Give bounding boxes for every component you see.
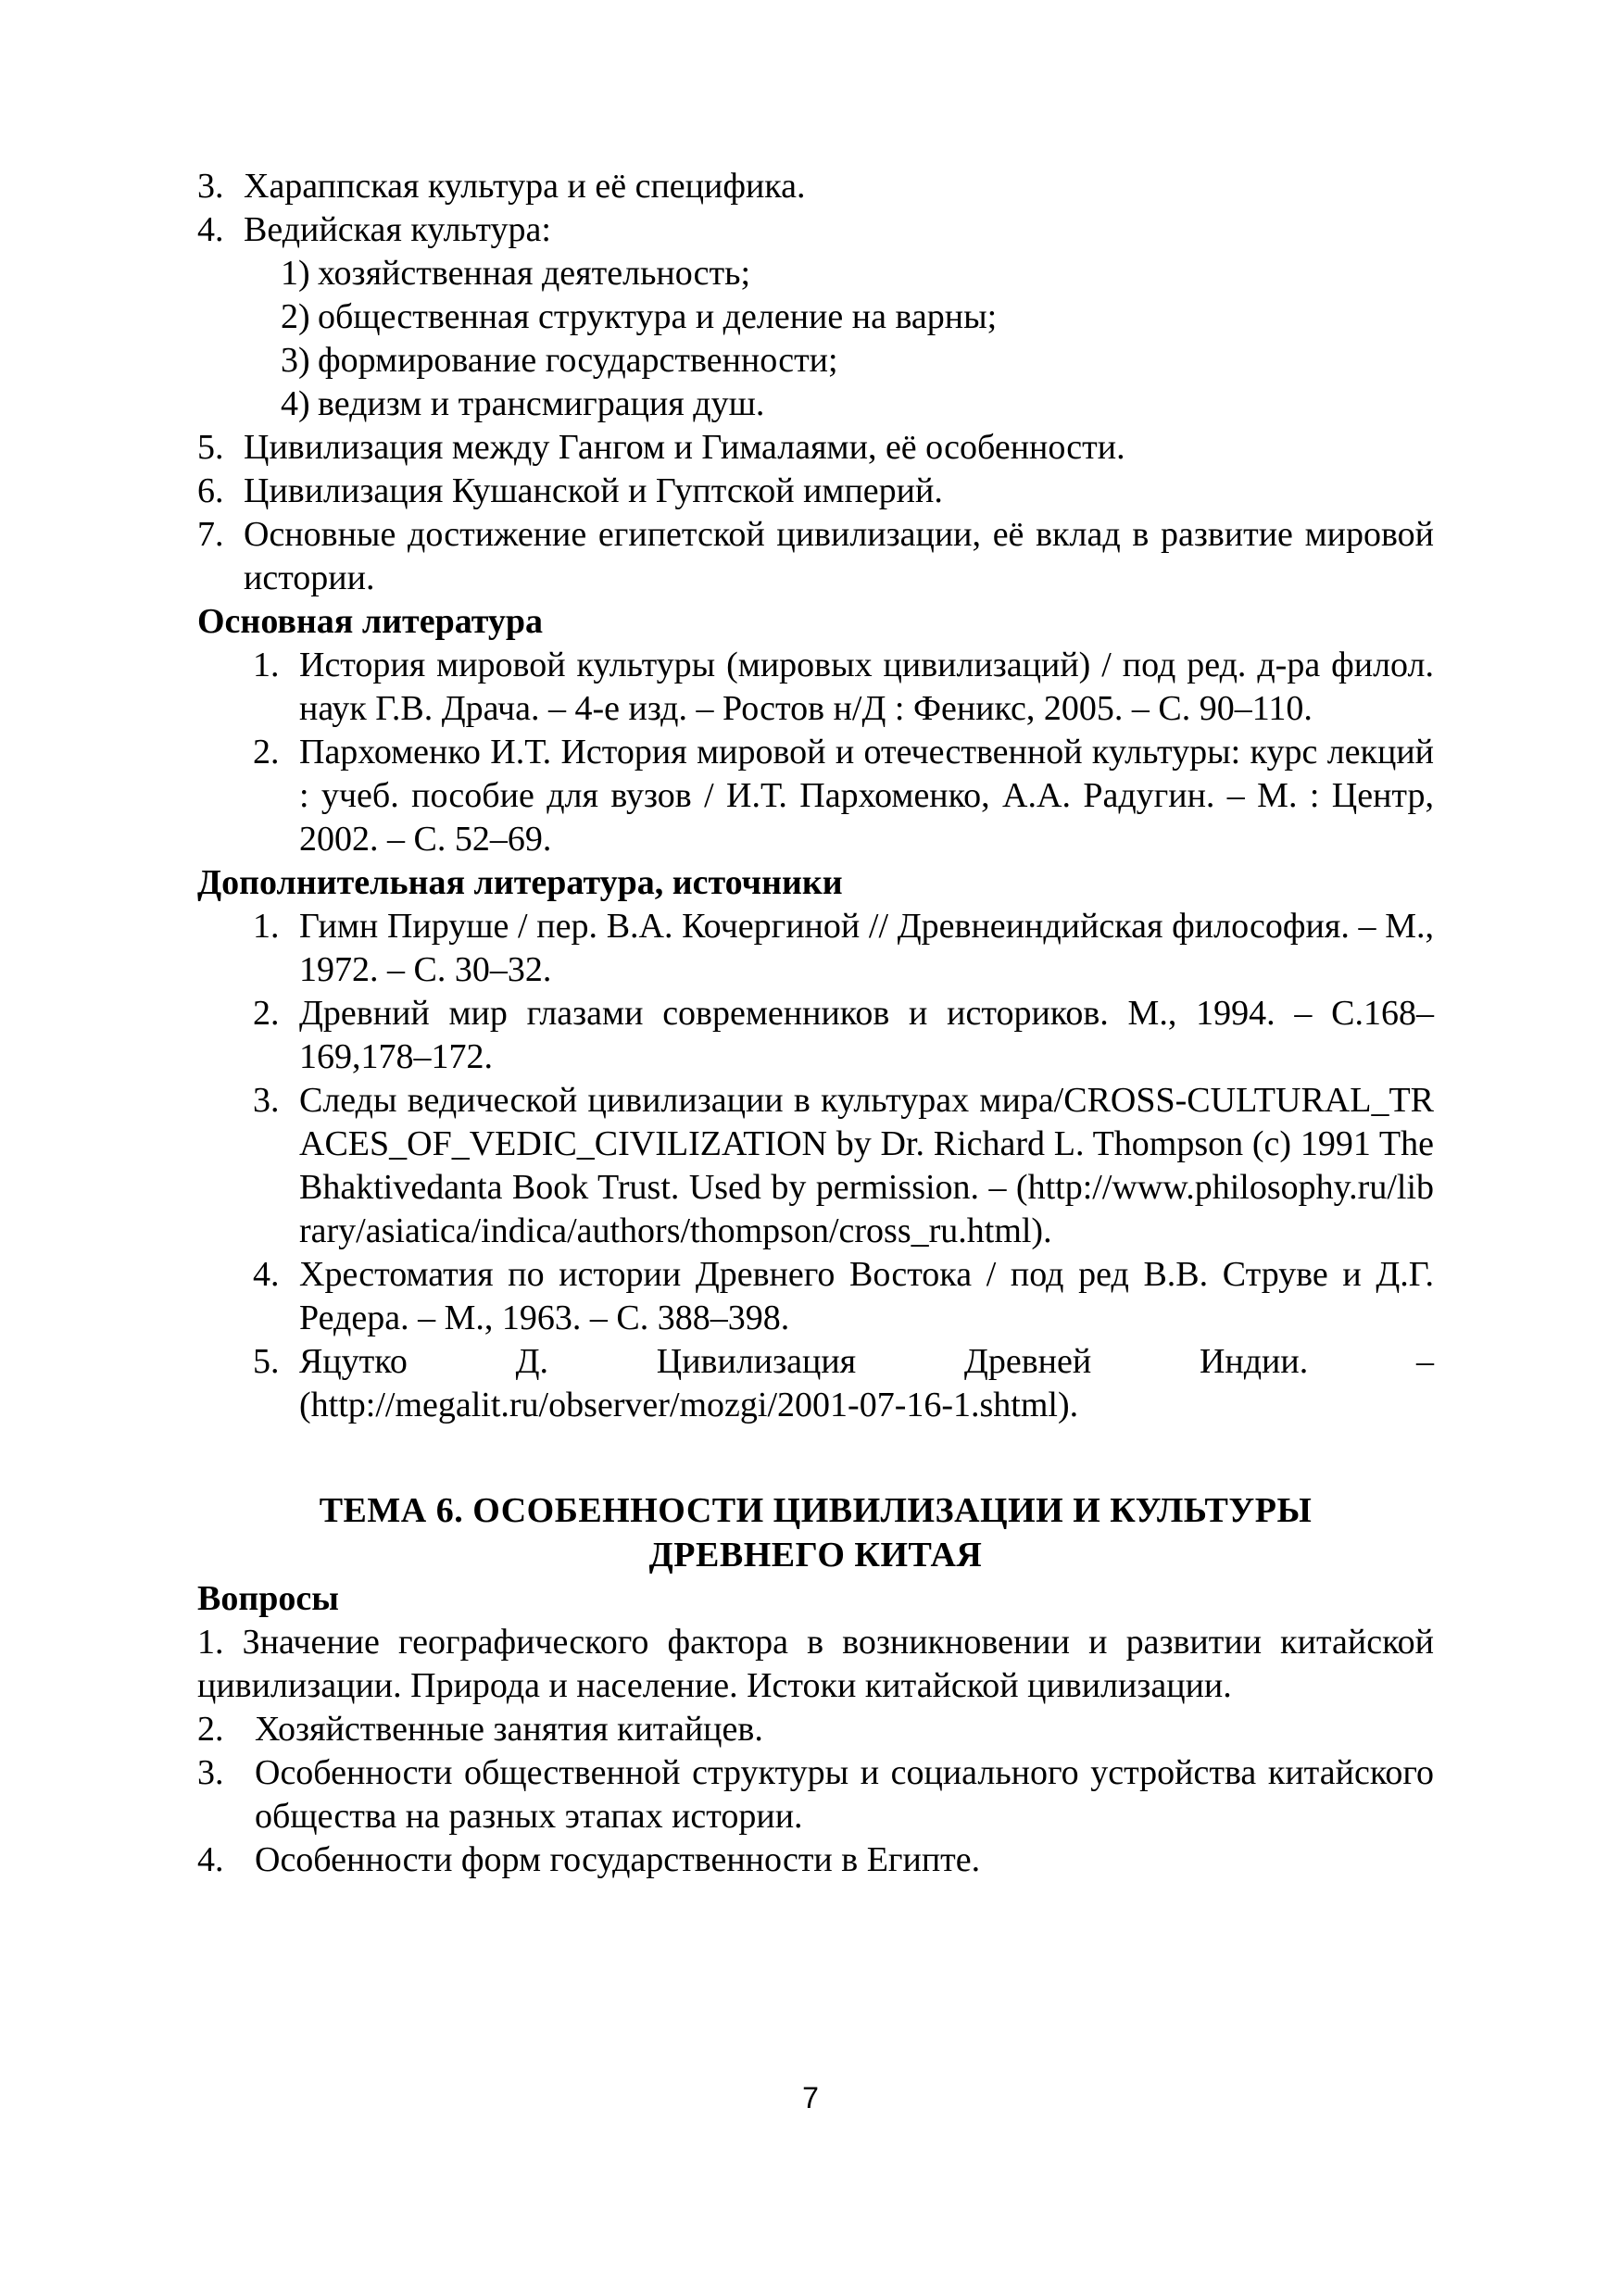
item-number: 1) [281, 254, 310, 293]
main-literature-list [197, 644, 1434, 861]
item-number: 3. [197, 1753, 224, 1792]
item-text: Древний мир глазами современников и историков. М., 1994. – С.168–169,178–172. [299, 994, 1434, 1076]
item-text: общественная структура и деление на варны; [318, 297, 998, 336]
item-text: Хозяйственные занятия китайцев. [255, 1710, 763, 1749]
item-text: Основные достижение египетской цивилизации, её вклад в развитие мировой истории. [244, 515, 1434, 597]
list-item [197, 165, 1434, 208]
item-text: формирование государственности; [318, 341, 838, 380]
item-text: Цивилизация Кушанской и Гуптской империй. [244, 471, 943, 510]
topic-title [197, 1488, 1434, 1577]
list-item [197, 513, 1434, 600]
list-item [253, 1079, 1434, 1253]
topic-title-line: ТЕМА 6. ОСОБЕННОСТИ ЦИВИЛИЗАЦИИ И КУЛЬТУРЫ [319, 1491, 1313, 1530]
list-item [281, 383, 1434, 426]
item-number: 7. [197, 515, 224, 554]
item-text: Пархоменко И.Т. История мировой и отечественной культуры: курс лекций : учеб. пособие для вузов / И.Т. Пархоменко, А.А. Радугин. – М. : Центр, 2002. – С. 52–69. [299, 733, 1434, 859]
item-number: 1. [253, 907, 280, 946]
item-number: 4. [197, 1840, 224, 1879]
item-text: Хараппская культура и её специфика. [244, 167, 806, 206]
item-number: 3) [281, 341, 310, 380]
item-number: 4. [197, 210, 224, 249]
questions-heading: Вопросы [197, 1579, 339, 1618]
list-item [197, 1708, 1434, 1751]
list-item [253, 644, 1434, 731]
list-item [281, 252, 1434, 295]
item-text: Следы ведической цивилизации в культурах мира/CROSS-CULTURAL_TRACES_OF_VEDIC_CIVILIZATION by Dr. Richard L. Thompson (c) 1991 The Bhaktivedanta Book Trust. Used by permission. – (http://www.philosophy.ru/library/asiatica/indica/authors/thompson/cross_ru.html). [299, 1081, 1434, 1250]
item-number: 2) [281, 297, 310, 336]
list-item [197, 470, 1434, 513]
list-item [253, 731, 1434, 861]
item-text: Особенности форм государственности в Египте. [255, 1840, 981, 1879]
topic-title-line: ДРЕВНЕГО КИТАЯ [648, 1536, 983, 1575]
item-text: Ведийская культура: [244, 210, 551, 249]
item-number: 3. [197, 167, 224, 206]
list-item [281, 339, 1434, 383]
list-item [197, 1838, 1434, 1882]
item-text: ведизм и трансмиграция душ. [318, 384, 765, 423]
item-number: 2. [197, 1710, 224, 1749]
item-number: 2. [253, 733, 280, 772]
item-text: Хрестоматия по истории Древнего Востока / под ред В.В. Струве и Д.Г. Редера. – М., 1963. – С. 388–398. [299, 1255, 1434, 1337]
question-paragraph: 1. Значение географического фактора в возникновении и развитии китайской цивилизации. Природа и население. Истоки китайской цивилизации. [197, 1623, 1434, 1705]
list-item [197, 1751, 1434, 1838]
item-text: История мировой культуры (мировых цивилизаций) / под ред. д-ра филол. наук Г.В. Драча. – 4-е изд. – Ростов н/Д : Феникс, 2005. – С. 90–110. [299, 646, 1434, 728]
item-number: 5. [197, 428, 224, 467]
main-literature-heading: Основная литература [197, 602, 544, 641]
item-number: 5. [253, 1342, 280, 1381]
list-item [253, 1253, 1434, 1340]
item-number: 3. [253, 1081, 280, 1120]
item-text: Гимн Пируше / пер. В.А. Кочергиной // Древнеиндийская философия. – М., 1972. – С. 30–32. [299, 907, 1434, 989]
item-number: 6. [197, 471, 224, 510]
list-item [197, 208, 1434, 252]
extra-literature-heading: Дополнительная литература, источники [197, 863, 843, 902]
list-item [197, 426, 1434, 470]
item-number: 4. [253, 1255, 280, 1294]
questions-list [197, 1708, 1434, 1882]
list-item [253, 905, 1434, 992]
page-content [197, 165, 1434, 1882]
item-number: 2. [253, 994, 280, 1033]
vedic-subitems [197, 252, 1434, 426]
item-number: 4) [281, 384, 310, 423]
list-item [253, 992, 1434, 1079]
item-text: Особенности общественной структуры и социального устройства китайского общества на разных этапах истории. [255, 1753, 1434, 1836]
item-text: хозяйственная деятельность; [318, 254, 751, 293]
list-item [253, 1340, 1434, 1427]
list-item [281, 295, 1434, 339]
item-text: Яцутко Д. Цивилизация Древней Индии. – (http://megalit.ru/observer/mozgi/2001-07-16-1.shtml). [299, 1342, 1434, 1424]
extra-literature-list [197, 905, 1434, 1427]
item-number: 1. [253, 646, 280, 684]
item-text: Цивилизация между Гангом и Гималаями, её особенности. [244, 428, 1125, 467]
page-number: 7 [802, 2081, 819, 2114]
